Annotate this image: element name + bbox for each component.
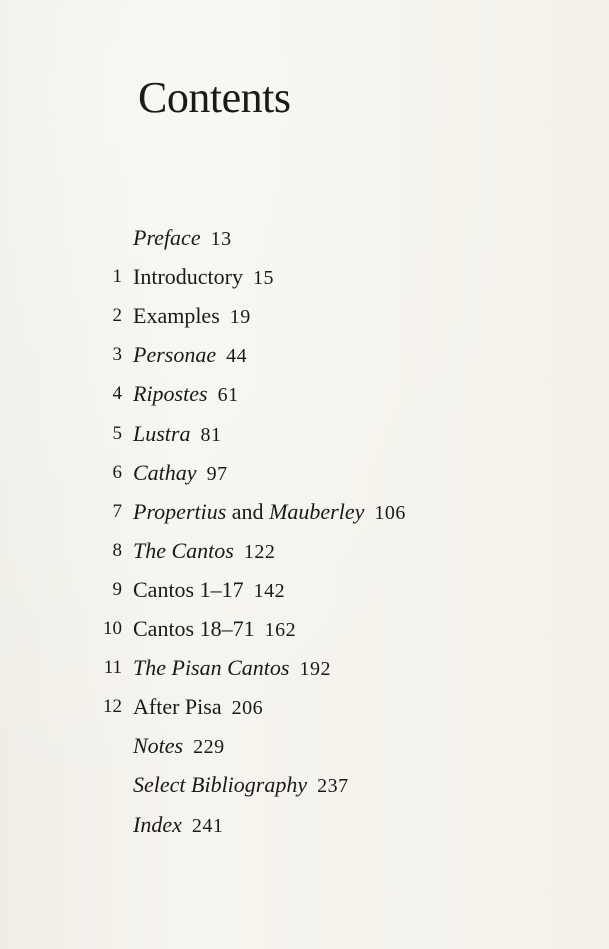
page-number: 206	[231, 697, 264, 720]
chapter-number: 12	[103, 696, 122, 718]
page-number: 192	[299, 658, 331, 681]
entry-title	[133, 339, 247, 372]
entry-title-part: Preface	[133, 225, 201, 250]
chapter-number: 4	[112, 383, 122, 405]
chapter-number: 7	[112, 500, 122, 522]
entry-title-part: Ripostes	[133, 381, 208, 407]
entry-title-part: Select Bibliography	[133, 772, 308, 798]
entry-title	[133, 809, 223, 842]
page-number: 13	[210, 228, 232, 250]
page-number: 162	[264, 619, 297, 641]
chapter-number: 2	[112, 305, 122, 327]
entry-title	[133, 418, 221, 451]
entry-title	[133, 378, 239, 411]
entry-title	[133, 652, 331, 685]
entry-title-part: Propertius	[133, 498, 227, 524]
page-number: 15	[252, 267, 274, 290]
page-number: 81	[200, 423, 222, 446]
entry-title-part: The Cantos	[133, 537, 234, 563]
entry-title	[133, 769, 349, 802]
page-number: 122	[243, 540, 276, 563]
entry-title	[133, 691, 263, 724]
entry-title	[133, 613, 296, 646]
entry-title-part: Introductory	[133, 264, 243, 290]
page-title: Contents	[138, 73, 291, 122]
entry-title	[133, 457, 228, 490]
entry-title	[133, 730, 225, 763]
page-number: 142	[253, 579, 286, 602]
entry-title	[133, 222, 232, 255]
entry-title	[133, 496, 406, 529]
entry-title-part: The Pisan Cantos	[133, 655, 290, 681]
chapter-number: 1	[112, 266, 122, 288]
page-number: 44	[226, 345, 248, 368]
entry-title-part: Index	[133, 811, 182, 837]
chapter-number: 9	[112, 578, 122, 600]
entry-title	[133, 574, 285, 607]
entry-title-part: Mauberley	[269, 498, 365, 524]
chapter-number: 3	[112, 344, 122, 366]
entry-title-part: Lustra	[133, 420, 191, 446]
page-number: 97	[206, 462, 228, 485]
page-number: 229	[193, 736, 225, 759]
entry-title-part: After Pisa	[133, 694, 222, 720]
entry-title-part: Cantos 18–71	[133, 616, 255, 641]
page-number: 106	[374, 501, 406, 524]
page-number: 19	[229, 306, 251, 329]
entry-title	[133, 261, 274, 294]
chapter-number: 8	[112, 539, 122, 561]
page-number: 237	[317, 775, 349, 798]
entry-title-part: Notes	[133, 733, 184, 759]
page-number: 241	[191, 814, 224, 837]
chapter-number: 11	[103, 657, 122, 679]
entry-title-part: Cantos 1–17	[133, 576, 244, 602]
chapter-number: 10	[103, 618, 122, 639]
chapter-number: 6	[112, 461, 122, 483]
entry-title-part: and	[226, 498, 270, 524]
entry-title-part: Examples	[133, 303, 220, 329]
entry-title	[133, 300, 251, 333]
entry-title	[133, 535, 275, 568]
entry-title-part: Personae	[133, 342, 217, 368]
chapter-number: 5	[112, 422, 122, 444]
entry-title-part: Cathay	[133, 459, 197, 485]
page-number: 61	[217, 384, 239, 407]
